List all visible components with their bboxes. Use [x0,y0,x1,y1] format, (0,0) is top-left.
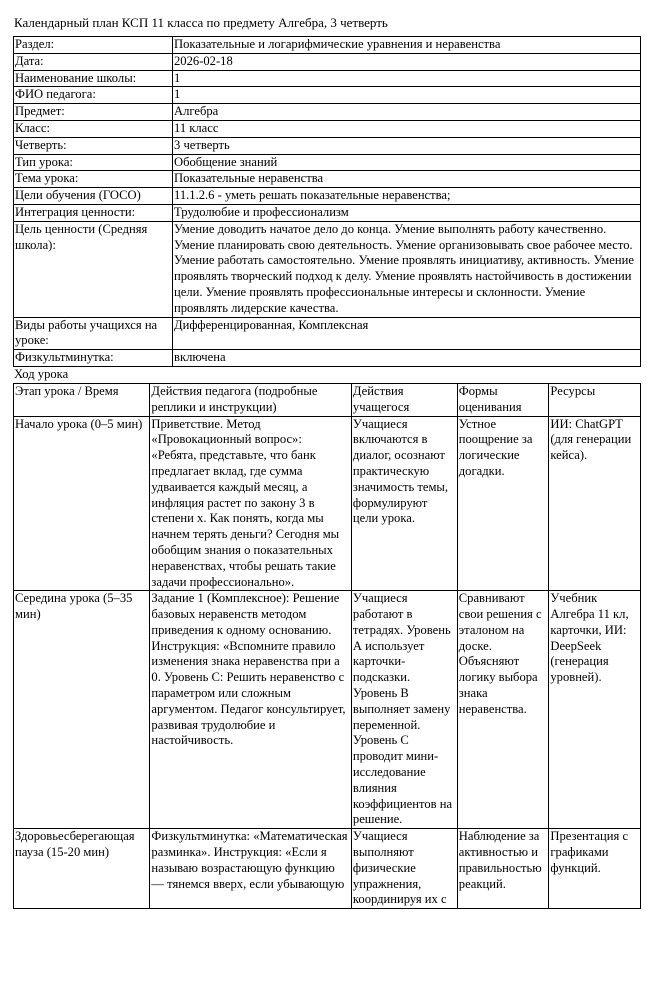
resources-cell: Учебник Алгебра 11 кл, карточки, ИИ: DeepSeek (генерация уровней). [549,591,641,829]
info-row [14,137,641,154]
info-row [14,53,641,70]
info-key: Предмет: [14,104,173,121]
info-key: Класс: [14,120,173,137]
info-value: Показательные и логарифмические уравнения и неравенства [173,37,641,54]
resources-cell: ИИ: ChatGPT (для генерации кейса). [549,416,641,591]
stage-cell: Середина урока (5–35 мин) [14,591,150,829]
info-key: Физкультминутка: [14,350,173,367]
info-table [13,36,641,367]
info-key: Четверть: [14,137,173,154]
info-key: Цель ценности (Средняя школа): [14,221,173,317]
info-value: 3 четверть [173,137,641,154]
assessment-cell: Наблюдение за активностью и правильностью реакций. [457,829,549,909]
info-row [14,120,641,137]
info-row [14,204,641,221]
info-key: Тип урока: [14,154,173,171]
info-row [14,317,641,350]
info-value: Обобщение знаний [173,154,641,171]
info-row [14,70,641,87]
teacher-actions-cell: Физкультминутка: «Математическая разминка». Инструкция: «Если я называю возрастающую функцию — тянемся вверх, если убывающую [150,829,352,909]
column-header-student-actions: Действия учащегося [351,383,457,416]
assessment-cell: Сравнивают свои решения с эталоном на доске. Объясняют логику выбора знака неравенства. [457,591,549,829]
info-value: включена [173,350,641,367]
info-key: Тема урока: [14,171,173,188]
info-value: Дифференцированная, Комплексная [173,317,641,350]
info-value: 2026-02-18 [173,53,641,70]
student-actions-cell: Учащиеся включаются в диалог, осознают практическую значимость темы, формулируют цели урока. [351,416,457,591]
info-key: Цели обучения (ГОСО) [14,188,173,205]
info-row [14,171,641,188]
lesson-row [14,829,641,909]
info-row [14,154,641,171]
lesson-course-heading: Ход урока [14,366,69,381]
teacher-actions-cell: Задание 1 (Комплексное): Решение базовых неравенств методом приведения к одному основанию. Инструкция: «Вспомните правило изменения знака неравенства при a 0. Уровень С: Решить неравенство с параметром или сложным аргументом. Педагог консультирует, развивая трудолюбие и настойчивость. [150,591,352,829]
teacher-actions-cell: Приветствие. Метод «Провокационный вопрос»: «Ребята, представьте, что банк предлагает вклад, где сумма удваивается каждый месяц, а инфляция растет по закону 3 в степени x. Как понять, когда мы начнем терять деньги? Сегодня мы обобщим знания о показательных неравенствах, чтобы решать такие задачи профессионально». [150,416,352,591]
info-key: Наименование школы: [14,70,173,87]
lesson-row [14,416,641,591]
info-row [14,188,641,205]
info-value: Алгебра [173,104,641,121]
info-value: Умение доводить начатое дело до конца. Умение выполнять работу качественно. Умение планировать свою деятельность. Умение организовывать свое рабочее место. Умение работать самостоятельно. Умение проявлять инициативу, активность. Умение проявлять творческий подход к делу. Умение проявлять настойчивость в достижении цели. Умение проявлять профессиональные интересы и склонности. Умение проявлять лидерские качества. [173,221,641,317]
student-actions-cell: Учащиеся выполняют физические упражнения, координируя их с [351,829,457,909]
info-row [14,87,641,104]
info-value: 11 класс [173,120,641,137]
info-value: 1 [173,87,641,104]
info-value: 11.1.2.6 - уметь решать показательные неравенства; [173,188,641,205]
column-header-resources: Ресурсы [549,383,641,416]
student-actions-cell: Учащиеся работают в тетрадях. Уровень А использует карточки-подсказки. Уровень В выполняет замену переменной. Уровень С проводит мини-исследование влияния коэффициентов на решение. [351,591,457,829]
document-page [13,14,641,909]
resources-cell: Презентация с графиками функций. [549,829,641,909]
column-header-teacher-actions: Действия педагога (подробные реплики и инструкции) [150,383,352,416]
lesson-table [13,383,641,909]
info-key: Дата: [14,53,173,70]
info-value: Трудолюбие и профессионализм [173,204,641,221]
info-row [14,104,641,121]
info-row [14,37,641,54]
lesson-header-row [14,383,641,416]
info-key: Раздел: [14,37,173,54]
info-row [14,221,641,317]
info-key: Виды работы учащихся на уроке: [14,317,173,350]
info-key: ФИО педагога: [14,87,173,104]
stage-cell: Начало урока (0–5 мин) [14,416,150,591]
stage-cell: Здоровьесберегающая пауза (15-20 мин) [14,829,150,909]
lesson-row [14,591,641,829]
document-title: Календарный план КСП 11 класса по предмету Алгебра, 3 четверть [14,15,388,30]
info-value: 1 [173,70,641,87]
column-header-assessment: Формы оценивания [457,383,549,416]
info-value: Показательные неравенства [173,171,641,188]
info-key: Интеграция ценности: [14,204,173,221]
info-row [14,350,641,367]
assessment-cell: Устное поощрение за логические догадки. [457,416,549,591]
column-header-stage: Этап урока / Время [14,383,150,416]
